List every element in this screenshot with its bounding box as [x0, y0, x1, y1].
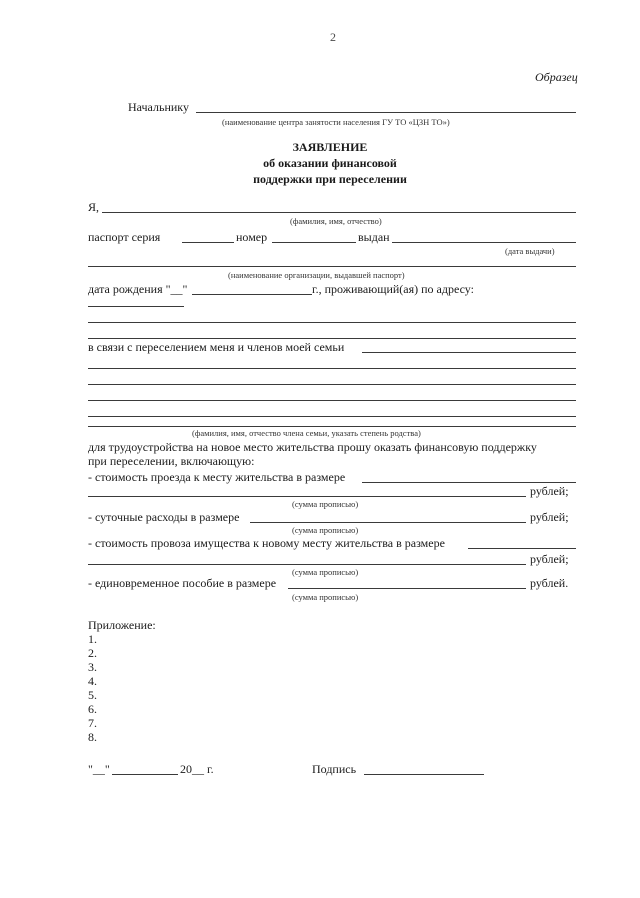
title-line-2: об оказании финансовой: [263, 156, 397, 170]
applicant-prefix: Я,: [88, 200, 100, 214]
birth-date-line[interactable]: [192, 294, 312, 295]
attachment-item-8: 8.: [88, 730, 97, 744]
signature-line[interactable]: [364, 774, 484, 775]
footer-year: 20__ г.: [180, 762, 214, 776]
attachment-item-2: 2.: [88, 646, 97, 660]
family-hint: (фамилия, имя, отчество члена семьи, указать степень родства): [192, 428, 421, 438]
item-travel-hint: (сумма прописью): [292, 499, 359, 509]
footer-month-line[interactable]: [112, 774, 178, 775]
item-daily-amount-line[interactable]: [250, 522, 526, 523]
applicant-name-line[interactable]: [102, 212, 576, 213]
address-line-3[interactable]: [88, 338, 576, 339]
passport-org-hint: (наименование организации, выдавшей паспорт): [228, 270, 405, 280]
addressee-hint: (наименование центра занятости населения ГУ ТО «ЦЗН ТО»): [222, 117, 450, 127]
item-travel-amount-line[interactable]: [362, 482, 576, 483]
item-property-rubles: рублей;: [530, 552, 569, 566]
item-travel-label: - стоимость проезда к месту жительства в размере: [88, 470, 346, 484]
sample-label: Образец: [535, 70, 578, 84]
address-line-2[interactable]: [88, 322, 576, 323]
item-property-amount-line[interactable]: [468, 548, 576, 549]
address-line-1[interactable]: [88, 306, 184, 307]
passport-number-line[interactable]: [272, 242, 356, 243]
item-allowance-amount-line[interactable]: [288, 588, 526, 589]
item-allowance-label: - единовременное пособие в размере: [88, 576, 277, 590]
item-allowance-rubles: рублей.: [530, 576, 569, 590]
title-line-1: ЗАЯВЛЕНИЕ: [292, 140, 368, 154]
attachment-item-6: 6.: [88, 702, 97, 716]
applicant-hint: (фамилия, имя, отчество): [290, 216, 382, 226]
addressee-line[interactable]: [196, 112, 576, 113]
family-line-2[interactable]: [88, 384, 576, 385]
item-daily-hint: (сумма прописью): [292, 525, 359, 535]
attachment-item-5: 5.: [88, 688, 97, 702]
addressee-label: Начальнику: [128, 100, 189, 114]
title-line-3: поддержки при переселении: [253, 172, 407, 186]
birth-suffix: г., проживающий(ая) по адресу:: [312, 282, 474, 296]
attachment-item-7: 7.: [88, 716, 97, 730]
footer-date-open: "__": [88, 762, 110, 776]
birth-label: дата рождения "__": [88, 282, 188, 296]
attachment-item-3: 3.: [88, 660, 97, 674]
attachment-item-1: 1.: [88, 632, 97, 646]
family-text: в связи с переселением меня и членов моей семьи: [88, 340, 345, 354]
page-number: 2: [330, 30, 336, 44]
signature-label: Подпись: [312, 762, 357, 776]
item-travel-rubles: рублей;: [530, 484, 569, 498]
family-line-1[interactable]: [88, 368, 576, 369]
passport-org-line[interactable]: [88, 266, 576, 267]
attachments-title: Приложение:: [88, 618, 156, 632]
item-daily-label: - суточные расходы в размере: [88, 510, 240, 524]
passport-series-label: паспорт серия: [88, 230, 161, 244]
item-daily-rubles: рублей;: [530, 510, 569, 524]
item-property-hint: (сумма прописью): [292, 567, 359, 577]
passport-date-hint: (дата выдачи): [505, 246, 555, 256]
passport-number-label: номер: [236, 230, 268, 244]
attachment-item-4: 4.: [88, 674, 97, 688]
item-property-words-line[interactable]: [88, 564, 526, 565]
passport-series-line[interactable]: [182, 242, 234, 243]
family-line-0[interactable]: [362, 352, 576, 353]
passport-issued-label: выдан: [358, 230, 390, 244]
family-line-5[interactable]: [88, 426, 576, 427]
family-line-4[interactable]: [88, 416, 576, 417]
family-line-3[interactable]: [88, 400, 576, 401]
request-line-2: при переселении, включающую:: [88, 454, 255, 468]
passport-issued-line[interactable]: [392, 242, 576, 243]
request-line-1: для трудоустройства на новое место жительства прошу оказать финансовую поддержку: [88, 440, 537, 454]
item-travel-words-line[interactable]: [88, 496, 526, 497]
item-allowance-hint: (сумма прописью): [292, 592, 359, 602]
item-property-label: - стоимость провоза имущества к новому месту жительства в размере: [88, 536, 445, 550]
